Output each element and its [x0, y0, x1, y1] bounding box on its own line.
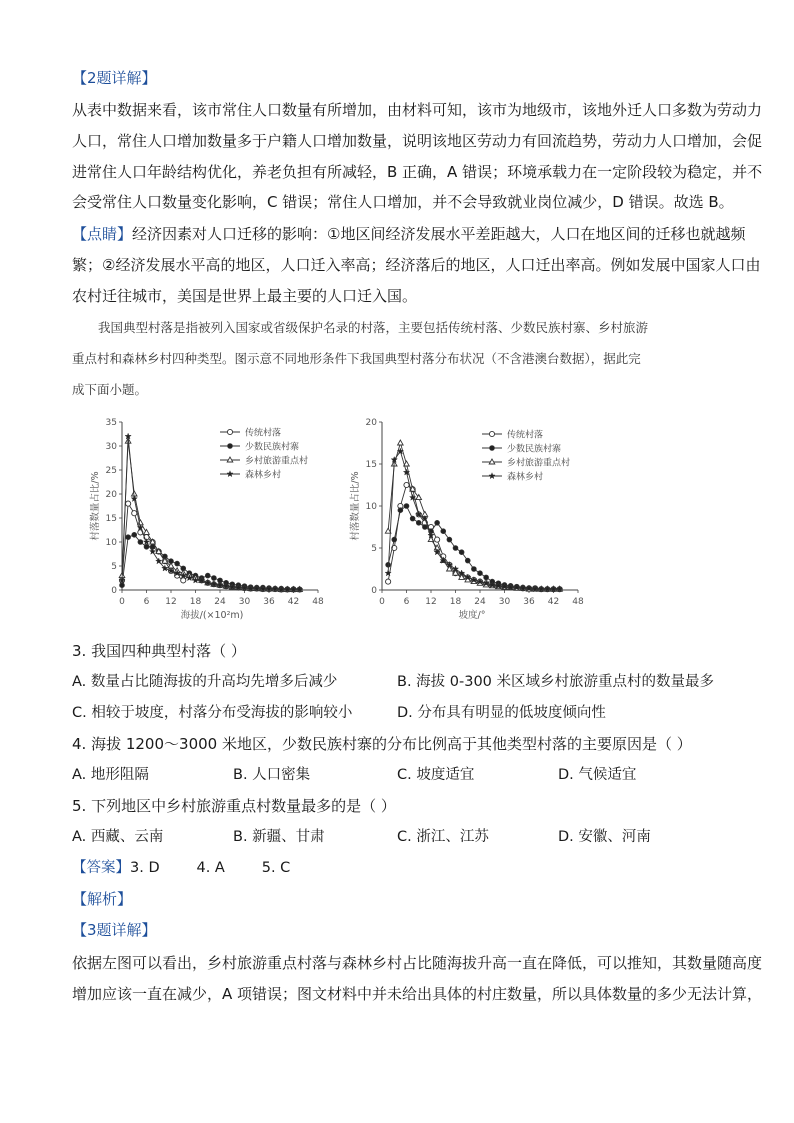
- data-point: [416, 520, 421, 525]
- passage-line-2: 重点村和森林乡村四种类型。图示意不同地形条件下我国典型村落分布状况（不含港澳台数据），据此完: [72, 351, 641, 366]
- section2-line-1: 从表中数据来看，该市常住人口数量有所增加，由材料可知，该市为地级市，该地外迁人口多数为劳动力: [72, 101, 763, 119]
- q5-option-b[interactable]: B. 新疆、甘肃: [233, 829, 325, 845]
- x-tick-label: 0: [119, 597, 125, 607]
- x-tick-label: 12: [165, 597, 177, 607]
- y-tick-label: 5: [111, 562, 117, 572]
- analysis-tag: 【解析】: [72, 890, 133, 908]
- q5-option-a[interactable]: A. 西藏、云南: [72, 829, 164, 845]
- data-point: [150, 548, 156, 554]
- q4-stem: 4. 海拔 1200～3000 米地区，少数民族村寨的分布比例高于其他类型村落的主要原因是（ ）: [72, 735, 692, 753]
- q3-stem: 3. 我国四种典型村落（ ）: [72, 642, 246, 660]
- data-point: [398, 508, 403, 513]
- y-axis-label: 村落数量占比/%: [90, 471, 101, 541]
- y-tick-label: 5: [371, 544, 377, 554]
- data-point: [435, 520, 440, 525]
- data-point: [120, 583, 125, 588]
- data-point: [435, 537, 440, 542]
- data-point: [132, 511, 137, 516]
- legend-marker: [489, 431, 494, 436]
- x-tick-label: 30: [498, 597, 511, 607]
- legend-label: 森林乡村: [507, 472, 544, 483]
- answer-line: [72, 858, 290, 878]
- passage-line-1: 我国典型村落是指被列入国家或省级保护名录的村落，主要包括传统村落、少数民族村寨、乡村旅游: [98, 320, 649, 335]
- x-tick-label: 30: [238, 597, 251, 607]
- y-tick-label: 15: [365, 460, 377, 470]
- data-point: [175, 561, 180, 566]
- data-point: [386, 579, 391, 584]
- slope-chart: [340, 408, 610, 623]
- y-tick-label: 30: [105, 442, 117, 452]
- x-tick-label: 18: [449, 597, 462, 607]
- data-point: [398, 440, 404, 445]
- x-tick-label: 36: [523, 597, 535, 607]
- analysis-line-2: 增加应该一直在减少，A 项错误；图文材料中并未给出具体的村庄数量，所以具体数量的多少无法计算，: [72, 985, 763, 1003]
- data-point: [484, 575, 489, 580]
- tip-tag: 【点睛】: [72, 225, 133, 243]
- x-axis-label: 海拔/(×10²m): [180, 610, 244, 621]
- data-point: [392, 537, 397, 542]
- x-tick-label: 48: [312, 597, 324, 607]
- data-point: [181, 578, 186, 583]
- y-tick-label: 35: [105, 418, 117, 428]
- data-point: [410, 516, 415, 521]
- altitude-chart: [80, 408, 350, 623]
- data-point: [471, 567, 476, 572]
- legend-marker: [227, 429, 232, 434]
- section2-line-4: 会受常住人口数量变化影响，C 错误；常住人口增加，并不会导致就业岗位减少，D 错误。故选 B。: [72, 193, 734, 211]
- y-tick-label: 10: [365, 502, 377, 512]
- x-tick-label: 24: [474, 597, 486, 607]
- y-tick-label: 20: [365, 418, 377, 428]
- analysis-line-1: 依据左图可以看出，乡村旅游重点村落与森林乡村占比随海拔升高一直在降低，可以推知，其数量随高度: [72, 954, 763, 972]
- data-point: [459, 550, 464, 555]
- section2-line-3: 进常住人口年龄结构优化，养老负担有所减轻，B 正确，A 错误；环境承载力在一定阶段较为稳定，并不: [72, 163, 763, 181]
- q3-option-d[interactable]: D. 分布具有明显的低坡度倾向性: [397, 705, 606, 721]
- x-axis-label: 坡度/°: [458, 610, 486, 621]
- legend-label: 少数民族村寨: [507, 444, 562, 455]
- tip-line-2: 繁；②经济发展水平高的地区，人口迁入率高；经济落后的地区，人口迁出率高。例如发展中国家人口由: [72, 256, 761, 274]
- x-tick-label: 24: [214, 597, 226, 607]
- data-point: [132, 532, 137, 537]
- data-point: [156, 558, 162, 564]
- x-tick-label: 42: [547, 597, 560, 607]
- series-line: [122, 535, 300, 590]
- y-tick-label: 20: [105, 490, 117, 500]
- legend-marker: [489, 459, 495, 464]
- data-point: [211, 576, 216, 581]
- q4-option-b[interactable]: B. 人口密集: [233, 767, 311, 783]
- x-tick-label: 0: [379, 597, 385, 607]
- tip-line-1: [72, 224, 745, 244]
- data-point: [138, 540, 143, 545]
- legend-label: 乡村旅游重点村: [507, 458, 571, 469]
- data-point: [422, 525, 427, 530]
- data-point: [126, 535, 131, 540]
- y-axis-label: 村落数量占比/%: [350, 471, 361, 541]
- q5-option-d[interactable]: D. 安徽、河南: [558, 829, 651, 845]
- analysis-heading: 【3题详解】: [72, 921, 157, 939]
- legend-label: 传统村落: [245, 428, 282, 439]
- legend-label: 森林乡村: [245, 470, 282, 481]
- passage-line-3: 成下面小题。: [72, 382, 148, 397]
- x-tick-label: 6: [143, 597, 150, 607]
- data-point: [441, 529, 446, 534]
- y-tick-label: 15: [105, 514, 117, 524]
- data-point: [126, 501, 131, 506]
- answer-text: 3. D 4. A 5. C: [130, 860, 291, 876]
- data-point: [447, 537, 452, 542]
- q3-option-c[interactable]: C. 相较于坡度，村落分布受海拔的影响较小: [72, 705, 353, 721]
- q3-option-a[interactable]: A. 数量占比随海拔的升高均先增多后减少: [72, 674, 338, 690]
- legend-marker: [489, 473, 495, 479]
- tip-text-1: 经济因素对人口迁移的影响：①地区间经济发展水平差距越大，人口在地区间的迁移也就越频: [132, 225, 746, 243]
- y-tick-label: 0: [111, 586, 117, 596]
- tip-line-3: 农村迁往城市，美国是世界上最主要的人口迁入国。: [72, 287, 418, 305]
- data-point: [205, 573, 210, 578]
- legend-marker: [490, 446, 495, 451]
- legend-label: 乡村旅游重点村: [245, 456, 309, 467]
- legend-label: 传统村落: [507, 430, 544, 441]
- y-tick-label: 25: [105, 466, 117, 476]
- q4-option-c[interactable]: C. 坡度适宜: [397, 767, 475, 783]
- y-tick-label: 10: [105, 538, 117, 548]
- x-tick-label: 42: [287, 597, 300, 607]
- data-point: [465, 558, 470, 563]
- section2-line-2: 人口，常住人口增加数量多于户籍人口增加数量，说明该地区劳动力有回流趋势，劳动力人口增加，会促: [72, 132, 763, 150]
- legend-marker: [227, 457, 233, 462]
- q4-option-d[interactable]: D. 气候适宜: [558, 767, 637, 783]
- x-tick-label: 48: [572, 597, 584, 607]
- data-point: [478, 571, 483, 576]
- answer-tag: 【答案】: [72, 860, 130, 876]
- x-tick-label: 36: [263, 597, 275, 607]
- x-tick-label: 6: [403, 597, 410, 607]
- data-point: [143, 539, 149, 545]
- legend-label: 少数民族村寨: [245, 442, 300, 453]
- q4-option-a[interactable]: A. 地形阻隔: [72, 767, 149, 783]
- q5-stem: 5. 下列地区中乡村旅游重点村数量最多的是（ ）: [72, 797, 396, 815]
- q5-option-c[interactable]: C. 浙江、江苏: [397, 829, 489, 845]
- x-tick-label: 12: [425, 597, 437, 607]
- q3-option-b[interactable]: B. 海拔 0-300 米区域乡村旅游重点村的数量最多: [397, 674, 715, 690]
- section2-heading: 【2题详解】: [72, 69, 157, 87]
- data-point: [404, 482, 409, 487]
- x-tick-label: 18: [189, 597, 202, 607]
- legend-marker: [228, 444, 233, 449]
- data-point: [404, 504, 409, 509]
- data-point: [453, 546, 458, 551]
- legend-marker: [227, 471, 233, 477]
- y-tick-label: 0: [371, 586, 377, 596]
